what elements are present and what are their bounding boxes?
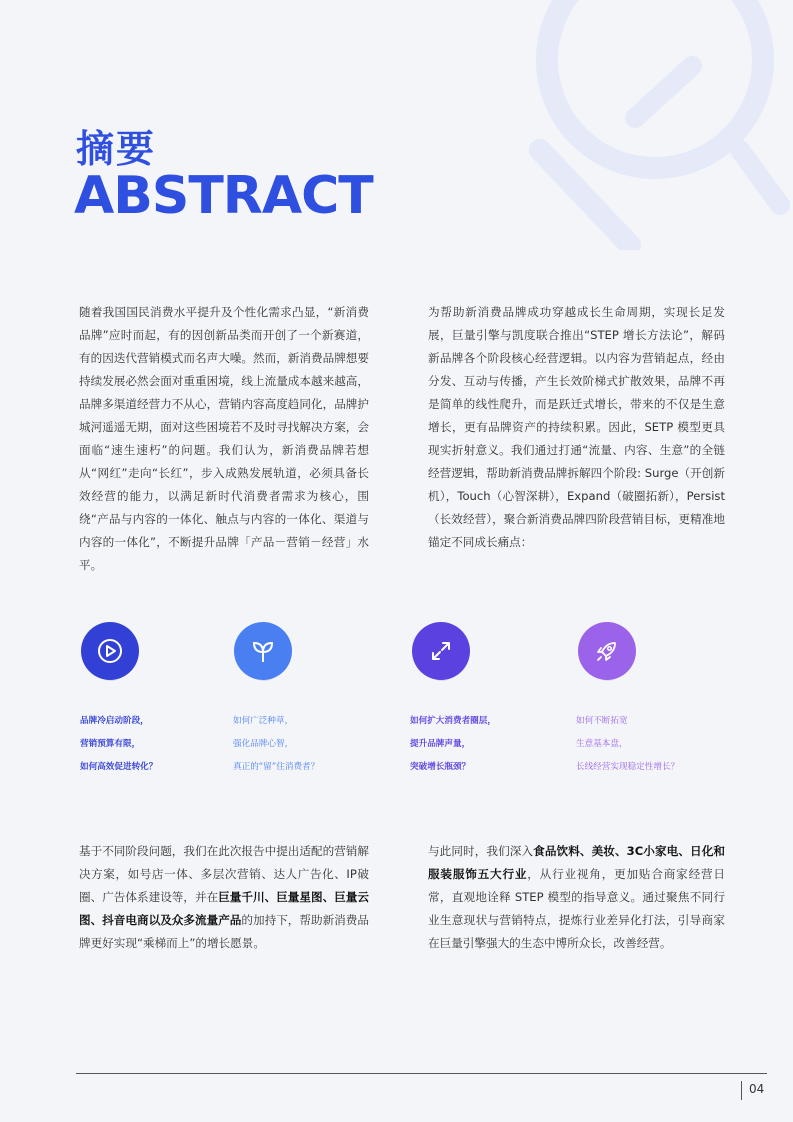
footer-divider: [76, 1073, 767, 1074]
page-number-bar: [741, 1081, 742, 1100]
stage-2-questions: 如何广泛种草， 强化品牌心智， 真正的“留”住消费者？: [233, 716, 320, 772]
page-title-en: ABSTRACT: [74, 166, 373, 226]
sprout-icon: [248, 636, 278, 666]
abstract-paragraph-4: 与此同时，我们深入食品饮料、美妆、3C小家电、日化和服装服饰五大行业，从行业视角，更加贴合商家经营日常，直观地诠释 STEP 模型的指导意义。通过聚焦不同行业生意现状与营销特点，提炼行业差异化打法，引导商家在巨量引擎强大的生态中博所众长，改善经营。: [428, 844, 725, 950]
abstract-paragraph-3: 基于不同阶段问题，我们在此次报告中提出适配的营销解决方案，如号店一体、多层次营销、达人广告化、IP破圈、广告体系建设等，并在巨量千川、巨量星图、巨量云图、抖音电商以及众多流量产品的加持下，帮助新消费品牌更好实现“乘梯而上”的增长愿景。: [79, 844, 369, 950]
rocket-icon: [592, 636, 622, 666]
stage-3-questions: 如何扩大消费者圈层， 提升品牌声量， 突破增长瓶颈？: [410, 716, 496, 772]
expand-icon: [426, 636, 456, 666]
stage-2-icon-badge: [234, 622, 294, 688]
abstract-paragraph-1: 随着我国国民消费水平提升及个性化需求凸显，“新消费品牌”应时而起，有的因创新品类而开创了一个新赛道，有的因迭代营销模式而名声大噪。然而，新消费品牌想要持续发展必然会面对重重困境，线上流量成本越来越高，品牌多渠道经营力不从心，营销内容高度趋同化，品牌护城河遥遥无期，面对这些困境若不及时寻找解决方案，会面临“速生速朽”的问题。我们认为，新消费品牌若想从“网红”走向“长红”，步入成熟发展轨道，必须具备长效经营的能力，以满足新时代消费者需求为核心，围绕“产品与内容的一体化、触点与内容的一体化、渠道与内容的一体化”，不断提升品牌「产品－营销－经营」水平。: [79, 305, 369, 572]
page-title-cn: 摘要: [76, 127, 157, 171]
stage-1-questions: 品牌冷启动阶段， 营销预算有限， 如何高效促进转化？: [80, 716, 158, 772]
stage-4-questions: 如何不断拓宽 生意基本盘， 长线经营实现稳定性增长？: [576, 716, 680, 772]
highlight-industries: 食品饮料、美妆、3C小家电、日化和服装服饰五大行业: [428, 844, 725, 881]
stage-1-icon-badge: [81, 622, 141, 688]
page-number: 04: [749, 1082, 765, 1096]
stage-3-icon-badge: [412, 622, 472, 688]
stage-4-icon-badge: [578, 622, 638, 688]
abstract-paragraph-2: 为帮助新消费品牌成功穿越成长生命周期，实现长足发展，巨量引擎与凯度联合推出“STEP 增长方法论”，解码新品牌各个阶段核心经营逻辑。以内容为营销起点，经由分发、互动与传播，产生长效阶梯式扩散效果，品牌不再是简单的线性爬升，而是跃迁式增长，带来的不仅是生意增长，更有品牌资产的持续积累。因此，SETP 模型更具现实折射意义。我们通过打通“流量、内容、生意”的全链经营逻辑，帮助新消费品牌拆解四个阶段: Surge（开创新机），Touch（心智深耕），Expand（破圈拓新），Persist（长效经营），聚合新消费品牌四阶段营销目标，更精准地锚定不同成长痛点：: [428, 305, 725, 549]
lightbulb-decoration-icon: [480, 0, 793, 250]
play-icon: [95, 636, 125, 666]
highlight-products: 巨量千川、巨量星图、巨量云图、抖音电商以及众多流量产品: [79, 890, 369, 927]
